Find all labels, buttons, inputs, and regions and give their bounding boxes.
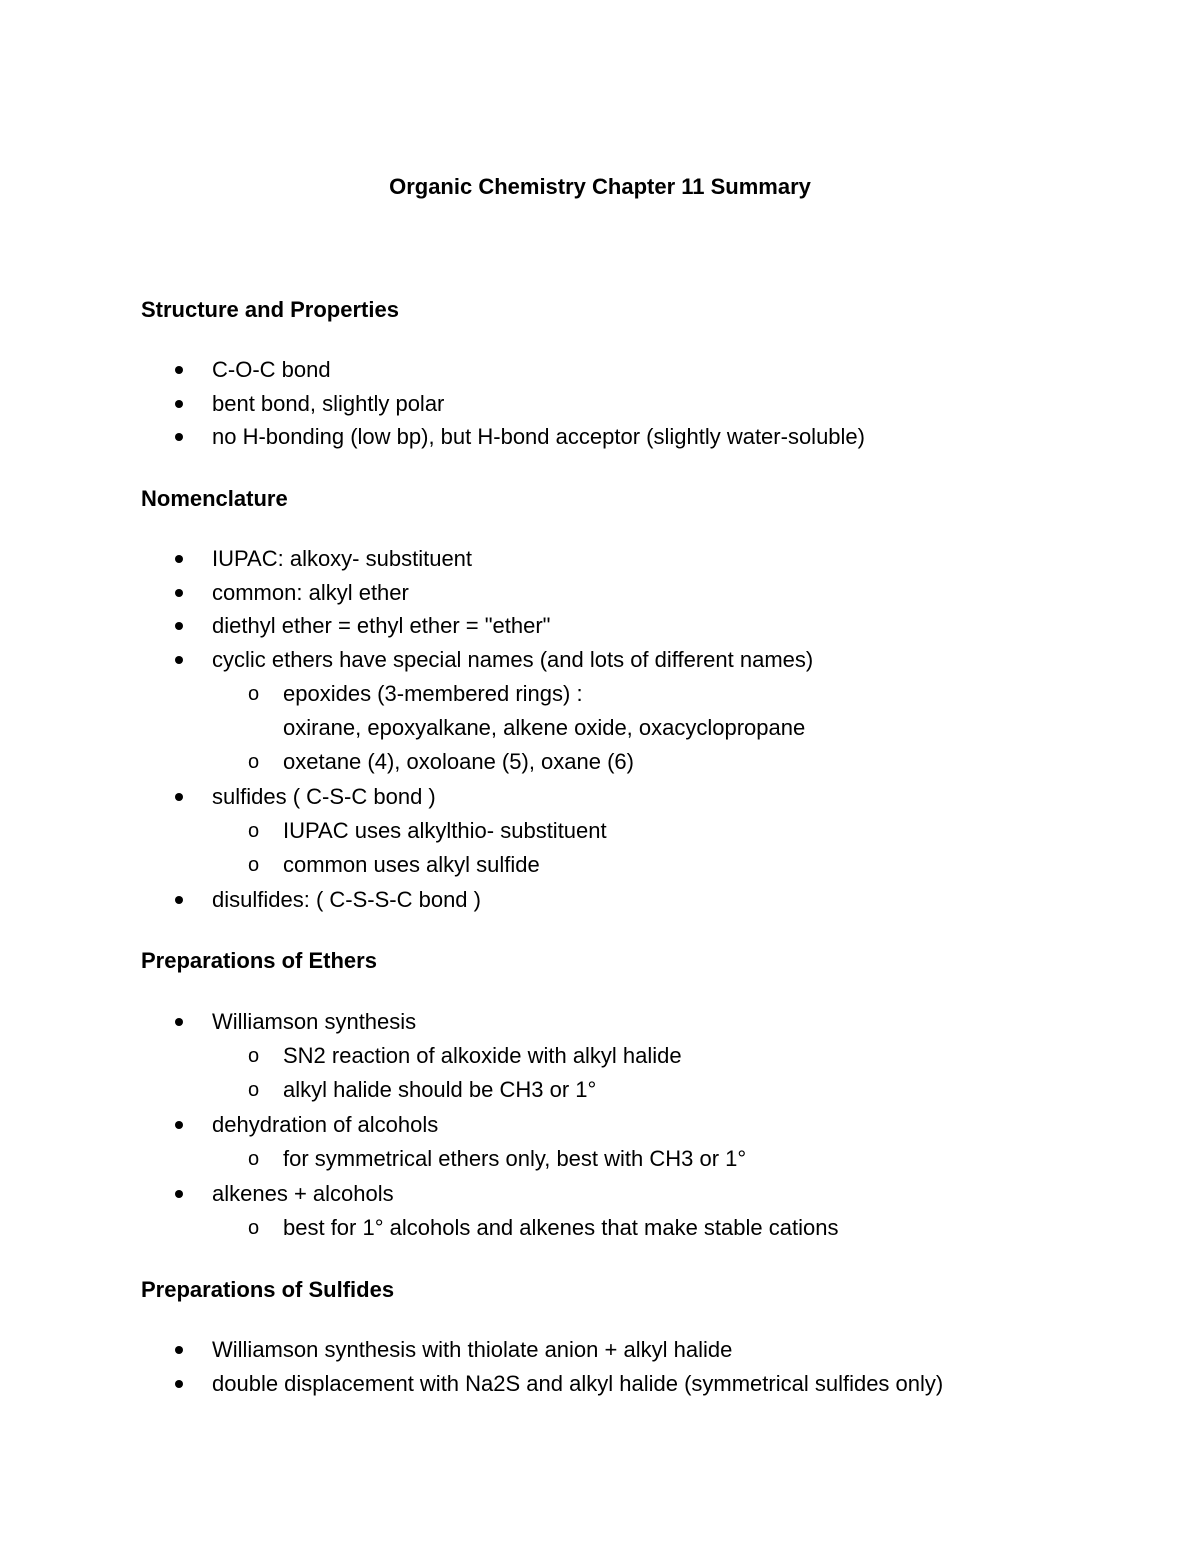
bullet-dot-icon [175, 589, 183, 597]
bullet-circle-icon: o [248, 1079, 260, 1101]
sub-list-item: IUPAC uses alkylthio- substituent [283, 818, 607, 843]
bullet-dot-icon [175, 896, 183, 904]
list-item: IUPAC: alkoxy- substituent [212, 546, 473, 571]
list-item: double displacement with Na2S and alkyl halide (symmetrical sulfides only) [212, 1371, 944, 1396]
list-item: diethyl ether = ethyl ether = "ether" [212, 613, 551, 638]
list-item: Williamson synthesis [212, 1009, 417, 1034]
sub-list-item: SN2 reaction of alkoxide with alkyl halide [283, 1043, 682, 1068]
sub-list-item: common uses alkyl sulfide [283, 852, 540, 877]
bullet-dot-icon [175, 656, 183, 664]
bullet-dot-icon [175, 1190, 183, 1198]
bullet-dot-icon [175, 1121, 183, 1129]
list-item: cyclic ethers have special names (and lots of different names) [212, 647, 814, 672]
section-heading-structure: Structure and Properties [141, 297, 399, 322]
section-heading-nomenclature: Nomenclature [141, 486, 288, 511]
section-heading-ether-preparations: Preparations of Ethers [141, 948, 377, 973]
bullet-circle-icon: o [248, 1045, 260, 1067]
sub-list-item-continuation: oxirane, epoxyalkane, alkene oxide, oxacyclopropane [283, 715, 806, 740]
list-item: bent bond, slightly polar [212, 391, 445, 416]
bullet-dot-icon [175, 1380, 183, 1388]
bullet-circle-icon: o [248, 683, 260, 705]
list-item: sulfides ( C-S-C bond ) [212, 784, 436, 809]
bullet-circle-icon: o [248, 1148, 260, 1170]
list-item: Williamson synthesis with thiolate anion + alkyl halide [212, 1337, 733, 1362]
bullet-dot-icon [175, 555, 183, 563]
bullet-dot-icon [175, 400, 183, 408]
sub-list-item: best for 1° alcohols and alkenes that make stable cations [283, 1215, 839, 1240]
bullet-dot-icon [175, 793, 183, 801]
bullet-dot-icon [175, 622, 183, 630]
list-item: no H-bonding (low bp), but H-bond acceptor (slightly water-soluble) [212, 424, 865, 449]
sub-list-item: oxetane (4), oxoloane (5), oxane (6) [283, 749, 634, 774]
list-item: disulfides: ( C-S-S-C bond ) [212, 887, 481, 912]
list-item: alkenes + alcohols [212, 1181, 394, 1206]
sub-list-item: alkyl halide should be CH3 or 1° [283, 1077, 597, 1102]
list-item: C-O-C bond [212, 357, 331, 382]
bullet-dot-icon [175, 1346, 183, 1354]
page-title: Organic Chemistry Chapter 11 Summary [389, 174, 811, 199]
bullet-circle-icon: o [248, 751, 260, 773]
list-item: common: alkyl ether [212, 580, 409, 605]
bullet-circle-icon: o [248, 854, 260, 876]
sub-list-item: for symmetrical ethers only, best with CH3 or 1° [283, 1146, 747, 1171]
sub-list-item: epoxides (3-membered rings) : [283, 681, 583, 706]
bullet-circle-icon: o [248, 1217, 260, 1239]
bullet-dot-icon [175, 433, 183, 441]
list-item: dehydration of alcohols [212, 1112, 439, 1137]
bullet-dot-icon [175, 1018, 183, 1026]
section-heading-sulfide-preparations: Preparations of Sulfides [141, 1277, 395, 1302]
bullet-dot-icon [175, 366, 183, 374]
bullet-circle-icon: o [248, 820, 260, 842]
